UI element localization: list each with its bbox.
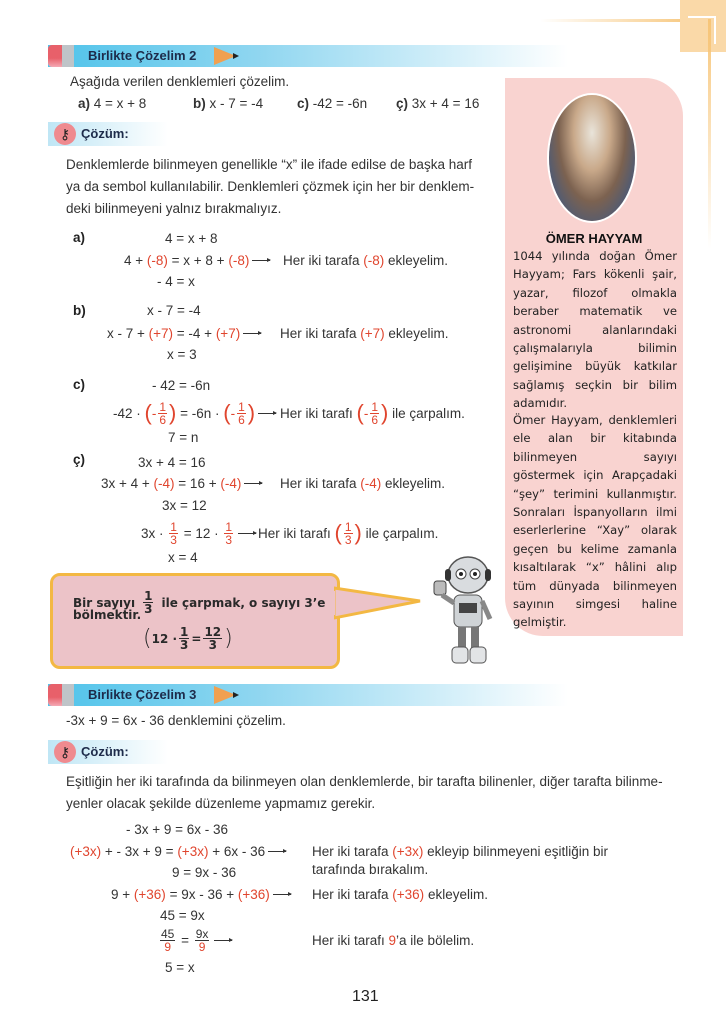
denominator: 6 bbox=[371, 412, 379, 427]
eq-text: ’a ile bölelim. bbox=[396, 932, 475, 948]
equation-line bbox=[147, 299, 201, 321]
key-icon: ⚷ bbox=[54, 741, 76, 763]
denominator: 3 bbox=[180, 638, 189, 652]
highlight-term: (+7) bbox=[360, 325, 385, 341]
highlight-term: (-4) bbox=[360, 475, 382, 491]
problem-equation: -42 = -6n bbox=[312, 96, 368, 111]
arrow-icon bbox=[244, 483, 262, 484]
ex2-paragraph-line: ya da sembol kullanılabilir. Denklemleri çözmek için her bir denklem- bbox=[66, 179, 475, 194]
eq-text: ekleyelim. bbox=[384, 252, 449, 268]
denominator: 9 bbox=[164, 939, 172, 954]
highlight-term: (-8) bbox=[363, 252, 385, 268]
numerator: 1 bbox=[144, 589, 153, 603]
paren-close: ) bbox=[381, 400, 389, 425]
step-label-b: b) bbox=[73, 303, 86, 318]
section-title: Birlikte Çözelim 2 bbox=[88, 48, 197, 63]
portrait-image bbox=[549, 95, 635, 221]
arrow-icon bbox=[214, 940, 232, 941]
callout-tail bbox=[334, 585, 424, 625]
highlight-term: (-8) bbox=[228, 252, 250, 268]
ex3-intro: -3x + 9 = 6x - 36 denklemini çözelim. bbox=[66, 713, 286, 728]
fraction bbox=[143, 590, 153, 615]
ex3-paragraph-line: yenler olacak şekilde düzenleme yapmamız gerekir. bbox=[66, 796, 376, 811]
section-header-ex3 bbox=[48, 684, 568, 706]
arrow-icon bbox=[273, 894, 291, 895]
paren-open: ( bbox=[356, 400, 364, 425]
biography-sidebar bbox=[505, 78, 683, 636]
numerator: 1 bbox=[180, 625, 189, 639]
fraction bbox=[169, 521, 178, 546]
eq-text: 3x · bbox=[141, 525, 168, 541]
callout-text: Bir sayıyı bbox=[73, 595, 136, 610]
fraction bbox=[203, 626, 222, 651]
fraction bbox=[179, 626, 189, 651]
ex2-intro: Aşağıda verilen denklemleri çözelim. bbox=[70, 74, 290, 89]
problem-item bbox=[193, 96, 263, 111]
denominator: 9 bbox=[198, 939, 206, 954]
arrow-icon bbox=[258, 413, 276, 414]
key-icon: ⚷ bbox=[54, 123, 76, 145]
numerator: 12 bbox=[204, 625, 222, 639]
equation-line bbox=[113, 399, 279, 427]
step-note bbox=[280, 322, 448, 344]
numerator: 9x bbox=[195, 926, 209, 941]
eq-text: Her iki tarafa bbox=[312, 886, 393, 902]
eq-text: 7 = n bbox=[168, 429, 199, 445]
ex2-paragraph-line: Denklemlerde bilinmeyen genellikle “x” ile ifade edilse de başka harf bbox=[66, 157, 472, 172]
paren-close: ) bbox=[169, 400, 177, 425]
denominator: 3 bbox=[170, 532, 177, 547]
fraction-term bbox=[158, 928, 177, 953]
problem-equation: 4 = x + 8 bbox=[93, 96, 147, 111]
equation-line bbox=[107, 322, 264, 344]
eq-text: x = 4 bbox=[168, 549, 198, 565]
equation-line bbox=[152, 374, 210, 396]
problem-label: c) bbox=[297, 96, 310, 111]
paren-open: ( bbox=[334, 520, 342, 545]
fraction bbox=[344, 521, 353, 546]
eq-text: ekleyip bilinmeyeni eşitliğin bir bbox=[423, 843, 609, 859]
denominator: 6 bbox=[159, 412, 167, 427]
eq-text: 3x + 4 + bbox=[101, 475, 154, 491]
eq-text: + 6x - 36 bbox=[208, 843, 266, 859]
numerator: 1 bbox=[238, 399, 245, 414]
eq-text: Her iki tarafa bbox=[280, 475, 361, 491]
equation-line bbox=[101, 472, 265, 494]
eq-text: 3x + 4 = 16 bbox=[138, 454, 206, 470]
highlight-term: (+3x) bbox=[392, 843, 424, 859]
eq-text: -42 · bbox=[113, 405, 145, 421]
fraction bbox=[160, 928, 175, 953]
robot-illustration bbox=[428, 553, 508, 667]
pencil-band bbox=[62, 684, 74, 706]
page-number: 131 bbox=[352, 988, 379, 1005]
fraction-term bbox=[145, 401, 177, 426]
fraction bbox=[195, 928, 210, 953]
step-note bbox=[312, 883, 488, 905]
section-title: Birlikte Çözelim 3 bbox=[88, 687, 197, 702]
pencil-tip bbox=[48, 45, 62, 67]
arrow-icon bbox=[238, 533, 256, 534]
numerator: 1 bbox=[159, 399, 167, 414]
ex3-paragraph-line: Eşitliğin her iki tarafında da bilinmeyen olan denklemlerde, bir tarafta bilinenler, diğer tarafta bilinme- bbox=[66, 774, 663, 789]
eq-text: x - 7 = -4 bbox=[147, 302, 201, 318]
highlight-term: (+7) bbox=[148, 325, 174, 341]
eq-text: = 12 · bbox=[179, 525, 223, 541]
eq-text: ekleyelim. bbox=[424, 886, 488, 902]
sign: - bbox=[230, 405, 236, 421]
equation-line bbox=[157, 270, 195, 292]
numerator: 1 bbox=[225, 519, 233, 534]
step-note bbox=[258, 519, 439, 547]
tip-callout bbox=[50, 573, 340, 669]
fraction bbox=[158, 401, 167, 426]
eq-text: = x + 8 + bbox=[167, 252, 229, 268]
eq-text: + - 3x + 9 = bbox=[101, 843, 178, 859]
eq-text: = bbox=[177, 932, 193, 948]
fraction bbox=[237, 401, 246, 426]
fraction bbox=[224, 521, 233, 546]
highlight-term: (+36) bbox=[133, 886, 166, 902]
callout-example: ( 12 · $\frac{1}{3}$ = $\frac{12}{3}$ ) bbox=[143, 625, 233, 652]
eq-text: - 42 = -6n bbox=[152, 377, 211, 393]
highlight-term: (-4) bbox=[220, 475, 242, 491]
step-note: tarafında bırakalım. bbox=[312, 861, 429, 877]
equation-line bbox=[167, 343, 197, 365]
numerator: 1 bbox=[371, 399, 379, 414]
eq-text: x = 3 bbox=[167, 346, 197, 362]
eq-text: ekleyelim. bbox=[381, 475, 446, 491]
eq-text: 3x = 12 bbox=[162, 497, 207, 513]
denominator: 3 bbox=[344, 532, 352, 547]
eq-text: Her iki tarafa bbox=[280, 325, 361, 341]
step-note bbox=[312, 929, 474, 951]
pencil-tip bbox=[48, 684, 62, 706]
step-label-ç: ç) bbox=[73, 452, 86, 467]
solution-badge-ex2 bbox=[48, 122, 168, 146]
fraction-term bbox=[357, 401, 389, 426]
problem-label: a) bbox=[78, 96, 91, 111]
fraction-term bbox=[335, 521, 362, 546]
eq-text: 4 + bbox=[124, 252, 147, 268]
step-note bbox=[280, 472, 445, 494]
highlight-term: (+7) bbox=[215, 325, 241, 341]
equation-line bbox=[168, 426, 198, 448]
eq-text: - 3x + 9 = 6x - 36 bbox=[126, 821, 229, 837]
equation-line bbox=[160, 904, 205, 926]
eq-text: ekleyelim. bbox=[384, 325, 449, 341]
step-label-a: a) bbox=[73, 230, 86, 245]
eq-text: 9 = 9x - 36 bbox=[172, 864, 237, 880]
fraction-term bbox=[223, 401, 255, 426]
arrow-icon bbox=[268, 851, 286, 852]
fraction-term bbox=[193, 928, 212, 953]
eq-text: ile çarpalım. bbox=[361, 525, 439, 541]
eq-text: ile çarpalım. bbox=[388, 405, 465, 421]
eq-text: Her iki tarafa bbox=[283, 252, 364, 268]
equation-line bbox=[111, 883, 294, 905]
problem-label: b) bbox=[193, 96, 206, 111]
fraction-term bbox=[222, 521, 235, 546]
paren-open: ( bbox=[223, 400, 231, 425]
eq-text: = -4 + bbox=[173, 325, 216, 341]
equation-line bbox=[138, 451, 206, 473]
problem-item bbox=[297, 96, 367, 111]
problem-item bbox=[396, 96, 479, 111]
step-note bbox=[283, 249, 448, 271]
denominator: 3 bbox=[144, 602, 153, 616]
arrow-icon bbox=[252, 260, 270, 261]
eq-text: - 4 = x bbox=[157, 273, 195, 289]
denominator: 3 bbox=[225, 532, 233, 547]
eq-text: x - 7 + bbox=[107, 325, 149, 341]
numerator: 1 bbox=[170, 519, 177, 534]
arrow-head-icon bbox=[233, 692, 239, 698]
example-text: 12 · bbox=[151, 631, 178, 646]
step-note bbox=[280, 399, 465, 427]
ex2-paragraph-line: deki bilinmeyeni yalnız bırakmalıyız. bbox=[66, 201, 282, 216]
eq-text: Her iki tarafı bbox=[258, 525, 335, 541]
eq-text: 4 = x + 8 bbox=[165, 230, 218, 246]
callout-text: ile çarpmak, o sayıyı 3’e bbox=[161, 595, 326, 610]
equation-line bbox=[158, 926, 235, 954]
eq-text: 45 = 9x bbox=[160, 907, 205, 923]
callout-text: bölmektir. bbox=[73, 608, 142, 622]
denominator: 6 bbox=[238, 412, 245, 427]
pencil-band bbox=[62, 45, 74, 67]
equation-line bbox=[70, 840, 289, 862]
arrow-icon bbox=[243, 333, 261, 334]
equation-line bbox=[141, 519, 259, 547]
problem-item bbox=[78, 96, 146, 111]
example-text: = bbox=[191, 631, 202, 646]
problem-equation: x - 7 = -4 bbox=[209, 96, 264, 111]
highlight-term: (+36) bbox=[237, 886, 270, 902]
paren-close: ) bbox=[247, 400, 256, 425]
equation-line bbox=[126, 818, 228, 840]
highlight-term: (+36) bbox=[392, 886, 425, 902]
paren-open: ( bbox=[144, 400, 152, 425]
highlight-term: (-8) bbox=[146, 252, 168, 268]
equation-line bbox=[165, 956, 195, 978]
sidebar-title: ÖMER HAYYAM bbox=[545, 231, 643, 246]
solution-label: Çözüm: bbox=[81, 126, 129, 141]
highlight-term: (-4) bbox=[153, 475, 175, 491]
sidebar-paragraph: 1044 yılında doğan Ömer Hayyam; Fars kökenli şair, yazar, filozof olmakla beraber matematik ve astronomi alanlarındaki çalışmalarıyla bilimin gelişimine büyük katkılar sağlamış seçkin bir bilim adamıdır. bbox=[513, 249, 677, 411]
step-label-c: c) bbox=[73, 377, 86, 392]
equation-line bbox=[172, 861, 236, 883]
equation-line bbox=[165, 227, 218, 249]
arrow-head-icon bbox=[233, 53, 239, 59]
problem-equation: 3x + 4 = 16 bbox=[411, 96, 480, 111]
eq-text: Her iki tarafa bbox=[312, 843, 393, 859]
eq-text: = 9x - 36 + bbox=[165, 886, 238, 902]
highlight-term: (+3x) bbox=[177, 843, 209, 859]
highlight-term: 9 bbox=[388, 932, 397, 948]
fraction-term bbox=[167, 521, 180, 546]
solution-badge-ex3 bbox=[48, 740, 168, 764]
equation-line bbox=[124, 249, 273, 271]
paren-close: ) bbox=[354, 520, 362, 545]
section-header-ex2 bbox=[48, 45, 568, 67]
sign: - bbox=[151, 405, 157, 421]
sidebar-paragraph: Ömer Hayyam, denklemleri ele alan bir kitabında bilinmeyen sayıyı göstermek için Arapçadaki “şey” terimini kullanmıştır. Sonraları İspanyolların ilmi eserlerlerine “Xay” olarak geçen bu kelime zamanla kısaltılarak “x” hâlini alıp tüm dünyada bilinmeyen sayının simgesi haline gelmiştir. bbox=[513, 413, 677, 630]
eq-text: = 16 + bbox=[174, 475, 221, 491]
equation-line bbox=[168, 546, 198, 568]
problem-label: ç) bbox=[396, 96, 409, 111]
eq-text: Her iki tarafı bbox=[280, 405, 357, 421]
fraction bbox=[370, 401, 379, 426]
denominator: 3 bbox=[208, 638, 217, 652]
eq-text: = -6n · bbox=[176, 405, 224, 421]
solution-label: Çözüm: bbox=[81, 744, 129, 759]
numerator: 45 bbox=[161, 926, 175, 941]
equation-line bbox=[162, 494, 207, 516]
numerator: 1 bbox=[344, 519, 352, 534]
eq-text: Her iki tarafı bbox=[312, 932, 389, 948]
eq-text: 5 = x bbox=[165, 959, 195, 975]
highlight-term: (+3x) bbox=[70, 843, 102, 859]
sign: - bbox=[363, 405, 369, 421]
eq-text: 9 + bbox=[111, 886, 134, 902]
